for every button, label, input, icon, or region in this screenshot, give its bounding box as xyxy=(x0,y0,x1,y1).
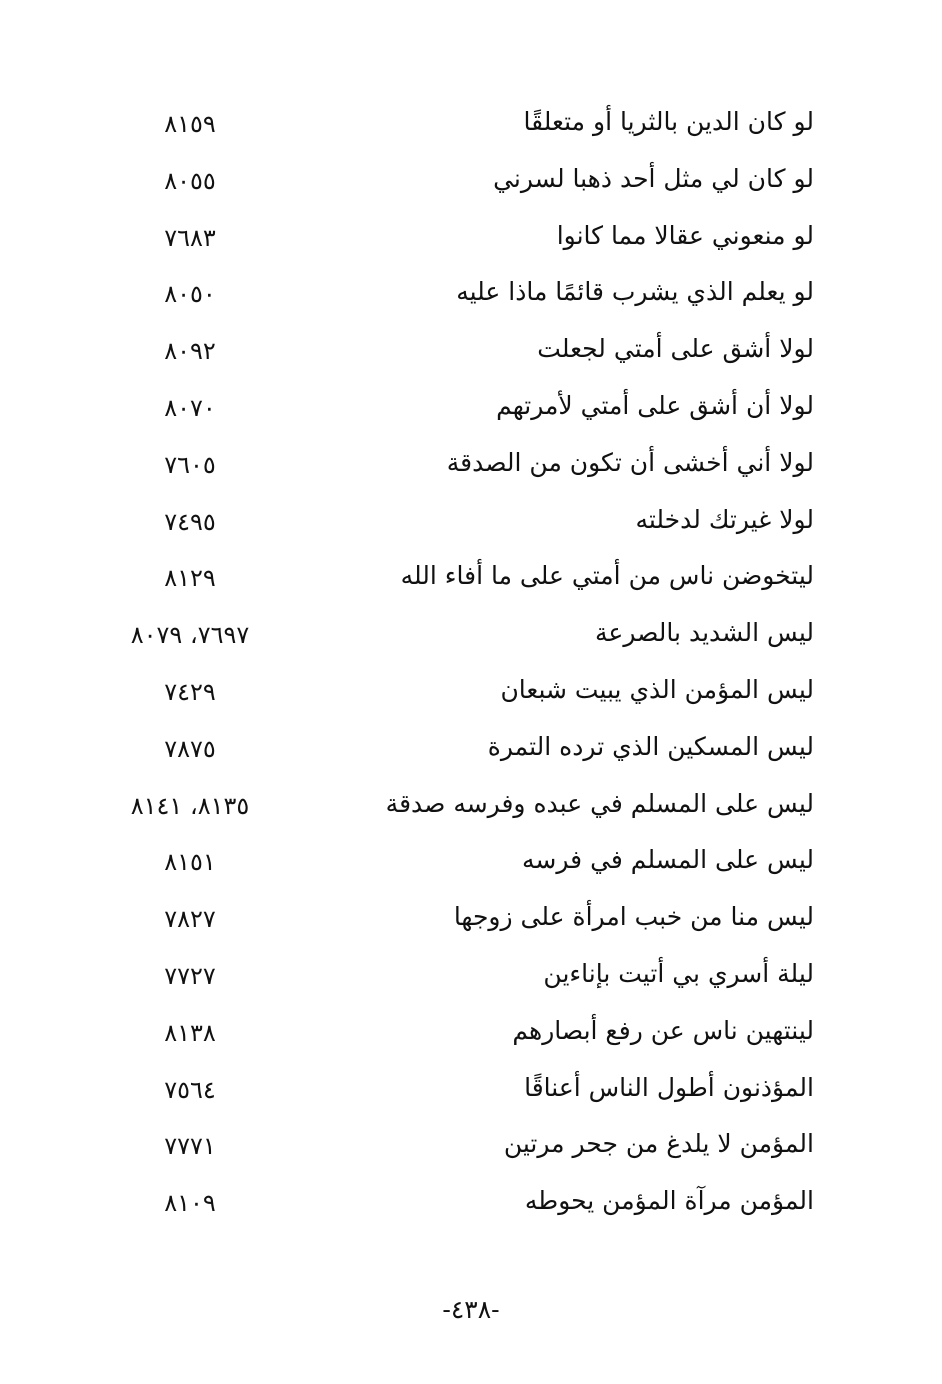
hadith-text: ليس منا من خبب امرأة على زوجها xyxy=(453,902,814,932)
hadith-text: المؤمن لا يلدغ من جحر مرتين xyxy=(503,1129,814,1159)
index-entry xyxy=(0,1005,942,1062)
hadith-ref-number: ٨٠٥٥ xyxy=(164,166,216,195)
hadith-text: لينتهين ناس عن رفع أبصارهم xyxy=(512,1015,814,1045)
hadith-ref-number: ٨١٠٩ xyxy=(164,1189,216,1218)
hadith-text: لولا أن أشق على أمتي لأمرتهم xyxy=(496,390,814,420)
hadith-ref-number: ٨١٢٩ xyxy=(164,564,216,593)
index-entry xyxy=(0,778,942,835)
hadith-ref-number: ٧٦٩٧، ٨٠٧٩ xyxy=(130,621,250,650)
index-entry xyxy=(0,721,942,778)
hadith-ref-number: ٧٤٢٩ xyxy=(164,677,216,706)
hadith-ref-number: ٧٤٩٥ xyxy=(164,507,216,536)
hadith-index-list xyxy=(0,96,942,1232)
hadith-ref-number: ٧٦٨٣ xyxy=(164,223,216,252)
hadith-ref-number: ٧٧٢٧ xyxy=(164,961,216,990)
index-entry xyxy=(0,323,942,380)
index-entry xyxy=(0,607,942,664)
index-entry xyxy=(0,96,942,153)
hadith-text: المؤذنون أطول الناس أعناقًا xyxy=(524,1072,814,1102)
hadith-text: ليتخوضن ناس من أمتي على ما أفاء الله xyxy=(400,561,814,591)
hadith-ref-number: ٧٦٠٥ xyxy=(164,450,216,479)
index-entry xyxy=(0,948,942,1005)
hadith-text: المؤمن مرآة المؤمن يحوطه xyxy=(524,1186,814,1216)
index-entry xyxy=(0,1062,942,1119)
hadith-text: ليس المؤمن الذي يبيت شبعان xyxy=(500,674,814,704)
page-number: -٤٣٨- xyxy=(442,1295,500,1324)
hadith-text: ليس الشديد بالصرعة xyxy=(595,618,814,648)
index-entry xyxy=(0,1175,942,1232)
hadith-text: لولا أني أخشى أن تكون من الصدقة xyxy=(446,447,814,477)
hadith-ref-number: ٨٠٩٢ xyxy=(164,337,216,366)
hadith-text: ليس المسكين الذي ترده التمرة xyxy=(487,731,814,761)
index-entry xyxy=(0,380,942,437)
hadith-text: ليس على المسلم في عبده وفرسه صدقة xyxy=(385,788,814,818)
index-entry xyxy=(0,494,942,551)
hadith-ref-number: ٧٥٦٤ xyxy=(164,1075,216,1104)
index-entry xyxy=(0,266,942,323)
index-entry xyxy=(0,437,942,494)
hadith-ref-number: ٨٠٧٠ xyxy=(164,393,216,422)
index-entry xyxy=(0,1118,942,1175)
hadith-text: ليس على المسلم في فرسه xyxy=(522,845,814,875)
hadith-text: لولا غيرتك لدخلته xyxy=(635,504,814,534)
hadith-text: لو يعلم الذي يشرب قائمًا ماذا عليه xyxy=(456,277,814,307)
hadith-ref-number: ٧٧٧١ xyxy=(164,1132,216,1161)
index-entry xyxy=(0,891,942,948)
hadith-text: لو كان الدين بالثريا أو متعلقًا xyxy=(523,107,814,136)
hadith-ref-number: ٨٠٥٠ xyxy=(164,280,216,309)
hadith-ref-number: ٧٨٧٥ xyxy=(164,734,216,763)
index-entry xyxy=(0,210,942,267)
index-entry xyxy=(0,664,942,721)
hadith-text: لو كان لي مثل أحد ذهبا لسرني xyxy=(493,163,814,193)
index-entry xyxy=(0,550,942,607)
hadith-text: لو منعوني عقالا مما كانوا xyxy=(556,220,814,250)
hadith-ref-number: ٨١٥١ xyxy=(164,848,216,877)
hadith-ref-number: ٨١٥٩ xyxy=(164,110,216,138)
hadith-ref-number: ٨١٣٨ xyxy=(164,1018,216,1047)
hadith-ref-number: ٨١٣٥، ٨١٤١ xyxy=(130,791,250,820)
hadith-ref-number: ٧٨٢٧ xyxy=(164,905,216,934)
index-entry xyxy=(0,153,942,210)
hadith-text: لولا أشق على أمتي لجعلت xyxy=(537,334,814,364)
index-entry xyxy=(0,834,942,891)
hadith-text: ليلة أسري بي أتيت بإناءين xyxy=(543,958,814,988)
